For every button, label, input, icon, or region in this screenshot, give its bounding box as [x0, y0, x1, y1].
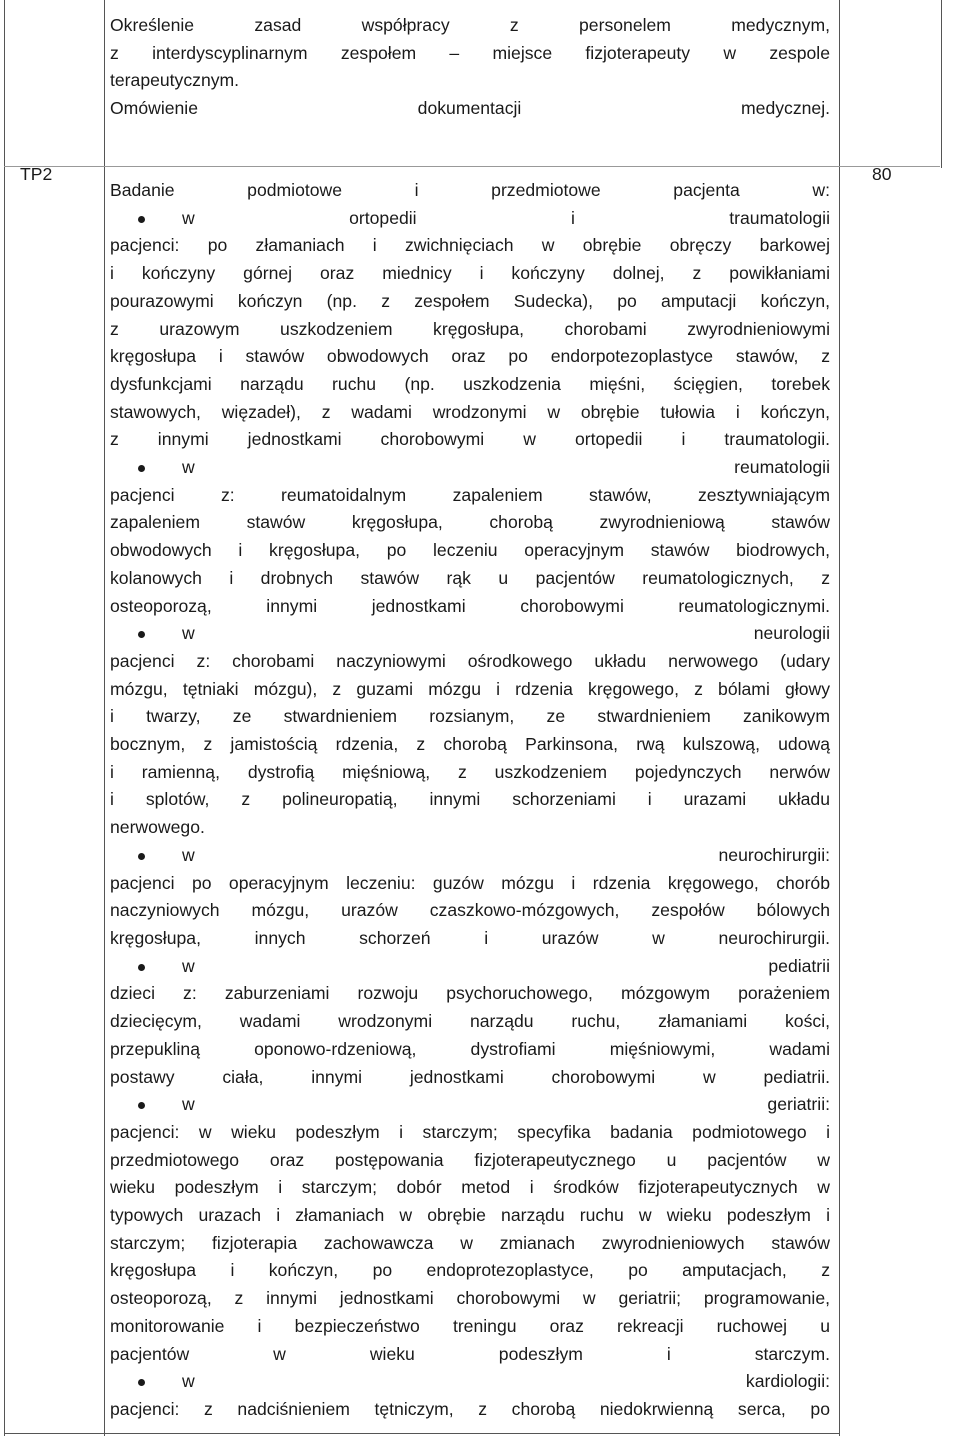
text-line: i twarzy, ze stwardnieniem rozsianym, ze stwardnieniem zanikowym [110, 706, 830, 727]
text-line: przedmiotowego oraz postępowania fizjoterapeutycznego u pacjentów w [110, 1149, 830, 1170]
table-border-bottom [4, 1433, 840, 1434]
bullet-label: w reumatologii [182, 457, 830, 478]
text-line: i kończyny górnej oraz miednicy i kończyny dolnej, z powikłaniami [110, 263, 830, 284]
text-line: kręgosłupa i kończyn, po endoprotezoplastyce, po amputacjach, z [110, 1260, 830, 1281]
text-line: kręgosłupa i stawów obwodowych oraz po endorpotezoplastyce stawów, z [110, 346, 830, 367]
top-line: terapeutycznym. [110, 70, 240, 91]
text-line: pacjenci: z nadciśnieniem tętniczym, z chorobą niedokrwienną serca, po [110, 1398, 830, 1419]
table-border-col1 [104, 0, 105, 1436]
text-line: osteoporozą, z innymi jednostkami chorobowymi w geriatrii; programowanie, [110, 1288, 830, 1309]
text-line: pacjenci: w wieku podeszłym i starczym; specyfika badania podmiotowego i [110, 1121, 830, 1142]
table-border-col2 [839, 0, 840, 1436]
text-line: pacjenci: po złamaniach i zwichnięciach w obrębie obręczy barkowej [110, 235, 830, 256]
text-line: dysfunkcjami narządu ruchu (np. uszkodzenia mięśni, ścięgien, torebek [110, 373, 830, 394]
text-line: z urazowym uszkodzeniem kręgosłupa, chorobami zwyrodnieniowymi [110, 318, 830, 339]
bullet-item [110, 205, 830, 233]
bullet-label: w ortopedii i traumatologii [182, 207, 830, 228]
top-line: z interdyscyplinarnym zespołem – miejsce fizjoterapeuty w zespole [110, 42, 830, 63]
text-line: dziecięcym, wadami wrodzonymi narządu ruchu, złamaniami kości, [110, 1011, 830, 1032]
text-line: pourazowymi kończyn (np. z zespołem Sudecka), po amputacji kończyn, [110, 290, 830, 311]
bullet-label: w neurochirurgii: [182, 844, 830, 865]
top-line: Określenie zasad współpracy z personelem medycznym, [110, 15, 830, 35]
text-line: stawowych, więzadeł), z wadami wrodzonymi w obrębie tułowia i kończyn, [110, 401, 830, 422]
text-line: osteoporozą, innymi jednostkami chorobowymi reumatologicznymi. [110, 595, 830, 616]
text-line: mózgu, tętniaki mózgu), z guzami mózgu i rdzenia kręgowego, z bólami głowy [110, 678, 830, 699]
text-line: dzieci z: zaburzeniami rozwoju psychoruchowego, mózgowym porażeniem [110, 983, 830, 1004]
text-line: postawy ciała, innymi jednostkami chorobowymi w pediatrii. [110, 1066, 830, 1087]
text-line: nerwowego. [110, 817, 205, 838]
bullet-item [110, 842, 830, 870]
text-line: z innymi jednostkami chorobowymi w ortopedii i traumatologii. [110, 429, 830, 450]
bullet-icon [138, 964, 145, 971]
text-line: starczym; fizjoterapia zachowawcza w zmianach zwyrodnieniowych stawów [110, 1232, 830, 1253]
bullet-item [110, 454, 830, 482]
bullet-label: w geriatrii: [182, 1094, 830, 1115]
intro-line: Badanie podmiotowe i przedmiotowe pacjenta w: [110, 180, 830, 200]
text-line: i ramienną, dystrofią mięśniową, z uszkodzeniem pojedynczych nerwów [110, 761, 830, 782]
text-line: monitorowanie i bezpieczeństwo treningu oraz rekreacji ruchowej u [110, 1315, 830, 1336]
text-line: przepukliną oponowo-rdzeniową, dystrofiami mięśniowymi, wadami [110, 1038, 830, 1059]
bullet-item [110, 953, 830, 981]
text-line: pacjenci z: chorobami naczyniowymi ośrodkowego układu nerwowego (udary [110, 650, 830, 671]
text-line: bocznym, z jamistością rdzenia, z chorobą Parkinsona, rwą kulszową, udową [110, 734, 830, 755]
table-row-divider [4, 166, 940, 167]
bullet-icon [138, 465, 145, 472]
table-border-left [4, 0, 5, 1436]
text-line: pacjenci z: reumatoidalnym zapaleniem stawów, zesztywniającym [110, 484, 830, 505]
text-line: pacjenci po operacyjnym leczeniu: guzów mózgu i rdzenia kręgowego, chorób [110, 872, 830, 893]
bullet-icon [138, 631, 145, 638]
bullet-label: w pediatrii [182, 955, 830, 976]
text-line: zapaleniem stawów kręgosłupa, chorobą zwyrodnieniową stawów [110, 512, 830, 533]
row-hours: 80 [872, 164, 892, 184]
text-line: kręgosłupa, innych schorzeń i urazów w neurochirurgii. [110, 927, 830, 948]
top-row-content [110, 12, 830, 123]
table-border-right [941, 0, 942, 168]
bullet-item [110, 1091, 830, 1119]
bullet-icon [138, 853, 145, 860]
text-line: i splotów, z polineuropatią, innymi schorzeniami i urazami układu [110, 789, 830, 810]
bullet-label: w neurologii [182, 623, 830, 644]
text-line: pacjentów w wieku podeszłym i starczym. [110, 1343, 830, 1364]
bullet-icon [138, 216, 145, 223]
top-line: Omówienie dokumentacji medycznej. [110, 98, 830, 119]
bullet-icon [138, 1379, 145, 1386]
row-content [110, 177, 830, 1424]
text-line: typowych urazach i złamaniach w obrębie narządu ruchu w wieku podeszłym i [110, 1205, 830, 1226]
bullet-item [110, 1368, 830, 1396]
bullet-item [110, 620, 830, 648]
row-code: TP2 [20, 164, 53, 184]
bullet-label: w kardiologii: [182, 1371, 830, 1392]
bullet-icon [138, 1102, 145, 1109]
text-line: naczyniowych mózgu, urazów czaszkowo-mózgowych, zespołów bólowych [110, 900, 830, 921]
text-line: wieku podeszłym i starczym; dobór metod i środków fizjoterapeutycznych w [110, 1177, 830, 1198]
text-line: kolanowych i drobnych stawów rąk u pacjentów reumatologicznych, z [110, 567, 830, 588]
text-line: obwodowych i kręgosłupa, po leczeniu operacyjnym stawów biodrowych, [110, 540, 830, 561]
